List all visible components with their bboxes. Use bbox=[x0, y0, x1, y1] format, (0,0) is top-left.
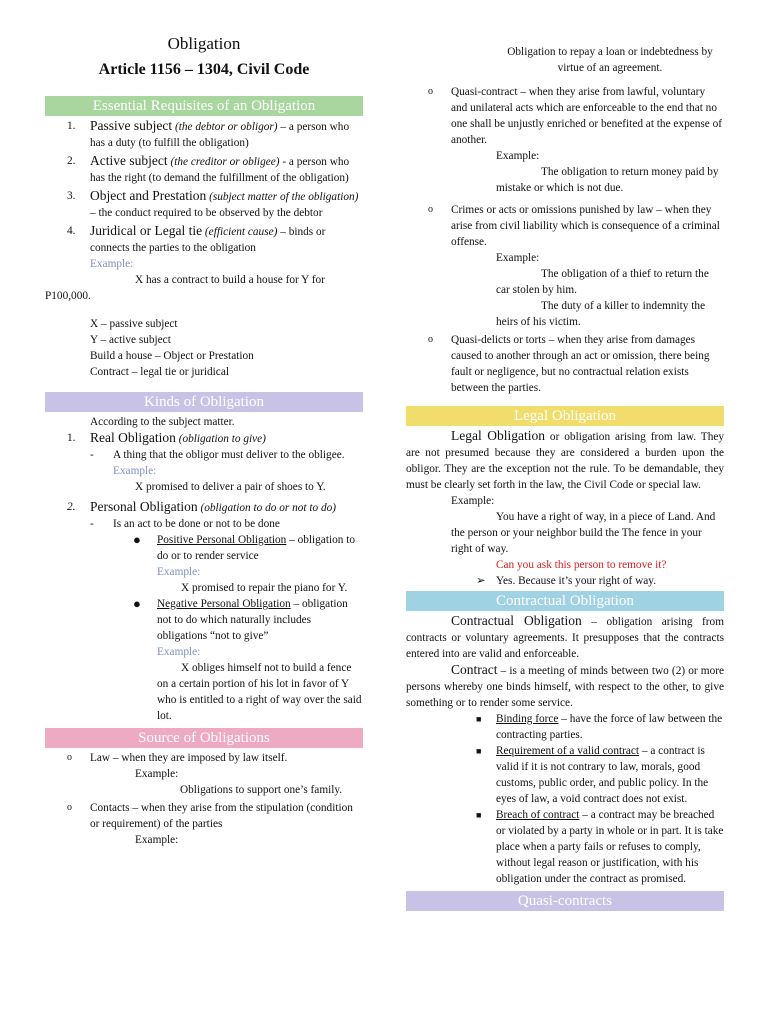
source-crimes-example-label: Example: bbox=[496, 252, 540, 264]
source-crimes-example-1: The obligation of a thief to return the car stolen by him. bbox=[496, 268, 709, 296]
source-quasi-contract: o Quasi-contract – when they arise from lawful, voluntary and unilateral acts which are enforceable to the end that no one shall be unjustly enriched or benefited at the expense of another. bbox=[428, 86, 723, 146]
negative-example-label: Example: bbox=[157, 646, 201, 658]
kind-personal: 2. Personal Obligation (obligation to do or not to do) bbox=[67, 499, 337, 514]
positive-example-label: Example: bbox=[157, 566, 201, 578]
kinds-intro: According to the subject matter. bbox=[90, 416, 235, 428]
contract-definition: Contract – is a meeting of minds between two (2) or more persons whereby one binds himself, with respect to the other, to give something or to render some service. bbox=[406, 662, 724, 709]
source-crimes: o Crimes or acts or omissions punished by law – when they arise from civil liability which is consequence of a criminal offense. bbox=[428, 204, 720, 248]
source-contracts: o Contacts – when they arise from the stipulation (condition or requirement) of the parties bbox=[67, 802, 353, 830]
positive-example: X promised to repair the piano for Y. bbox=[181, 582, 348, 594]
left-column bbox=[45, 0, 363, 848]
requisites-example-label: Example: bbox=[90, 258, 134, 270]
kinds-heading: Kinds of Obligation bbox=[45, 392, 363, 412]
source-quasi-delicts: o Quasi-delicts or torts – when they arise from damages caused to another through an act or omission, there being fault or negligence, but no contractual relation exists between the parties. bbox=[428, 334, 710, 394]
source-quasi-contract-example: The obligation to return money paid by mistake or which is not due. bbox=[496, 166, 719, 194]
requisites-breakdown-0: X – passive subject bbox=[90, 318, 178, 330]
requisites-heading: Essential Requisites of an Obligation bbox=[45, 96, 363, 116]
quasi-contracts-heading: Quasi-contracts bbox=[406, 891, 724, 911]
right-column bbox=[406, 0, 724, 913]
requisites-breakdown-1: Y – active subject bbox=[90, 334, 171, 346]
source-crimes-example-2: The duty of a killer to indemnity the heirs of his victim. bbox=[496, 300, 706, 328]
legal-heading: Legal Obligation bbox=[406, 406, 724, 426]
kind-real-example: X promised to deliver a pair of shoes to Y. bbox=[135, 481, 326, 493]
legal-example-label: Example: bbox=[451, 495, 495, 507]
requisites-example-text: X has a contract to build a house for Y for P100,000. bbox=[45, 274, 325, 302]
page-title: Obligation bbox=[167, 34, 241, 53]
kind-real-example-label: Example: bbox=[113, 465, 157, 477]
kind-personal-point: - Is an act to be done or not to be done bbox=[90, 518, 280, 530]
legal-paragraph: Legal Obligation or obligation arising from law. They are not presumed because they are considered a burden upon the obligor. They are the exception not the rule. To be demandable, they must be clearly set forth in the law, the Civil Code or special law. bbox=[406, 428, 725, 491]
positive-personal-obligation: ● Positive Personal Obligation – obligation to do or to render service bbox=[133, 532, 356, 562]
requisite-item-4: 4. Juridical or Legal tie (efficient cause) – binds or connects the parties to the obligation bbox=[67, 223, 326, 254]
legal-answer: ➢ Yes. Because it’s your right of way. bbox=[476, 575, 657, 587]
source-contracts-example: Obligation to repay a loan or indebtedness by virtue of an agreement. bbox=[507, 46, 713, 74]
source-quasi-contract-example-label: Example: bbox=[496, 150, 540, 162]
negative-example: X obliges himself not to build a fence on a certain portion of his lot in favor of Y who is entitled to a right of way over the said lot. bbox=[157, 662, 362, 722]
kind-real-point: - A thing that the obligor must deliver to the obligee. bbox=[90, 449, 345, 461]
requisite-item-2: 2. Active subject (the creditor or obligee) - a person who has the right (to demand the fulfillment of the obligation) bbox=[67, 153, 350, 184]
sources-heading: Source of Obligations bbox=[45, 728, 363, 748]
contractual-paragraph: Contractual Obligation – obligation arising from contracts or voluntary agreements. It presupposes that the contracts entered into are valid and enforceable. bbox=[406, 613, 724, 660]
requisites-breakdown-3: Contract – legal tie or juridical bbox=[90, 366, 229, 378]
legal-example: You have a right of way, in a piece of Land. And the person or your neighbor build the The fence in your right of way. bbox=[451, 511, 716, 555]
source-law: o Law – when they are imposed by law itself. bbox=[67, 752, 288, 764]
contract-bullet-binding-force: ■ Binding force – have the force of law between the contracting parties. bbox=[476, 713, 723, 741]
contractual-heading: Contractual Obligation bbox=[406, 591, 724, 611]
page-subtitle: Article 1156 – 1304, Civil Code bbox=[98, 61, 310, 78]
requisites-breakdown-2: Build a house – Object or Prestation bbox=[90, 350, 254, 362]
requisite-item-1: 1. Passive subject (the debtor or obligor) – a person who has a duty (to fulfill the obligation) bbox=[67, 118, 350, 149]
legal-question: Can you ask this person to remove it? bbox=[496, 559, 667, 571]
contract-bullet-breach: ■ Breach of contract – a contract may be breached or violated by a party in whole or in part. It is take place when a party fails or refuses to comply, without legal reason or justification, with his obligation under the contract as promised. bbox=[476, 809, 724, 885]
kind-real: 1. Real Obligation (obligation to give) bbox=[67, 430, 266, 445]
contract-bullet-valid-contract: ■ Requirement of a valid contract – a contract is valid if it is not contrary to law, morals, good customs, public order, and public policy. In the eyes of law, a void contract does not exist. bbox=[476, 745, 709, 805]
source-law-example-label: Example: bbox=[135, 768, 179, 780]
source-law-example: Obligations to support one’s family. bbox=[180, 784, 343, 796]
source-contracts-example-label: Example: bbox=[135, 834, 179, 846]
requisite-item-3: 3. Object and Prestation (subject matter of the obligation) – the conduct required to be observed by the debtor bbox=[67, 188, 359, 219]
negative-personal-obligation: ● Negative Personal Obligation – obligation not to do which naturally includes obligations “not to give” bbox=[133, 596, 348, 642]
